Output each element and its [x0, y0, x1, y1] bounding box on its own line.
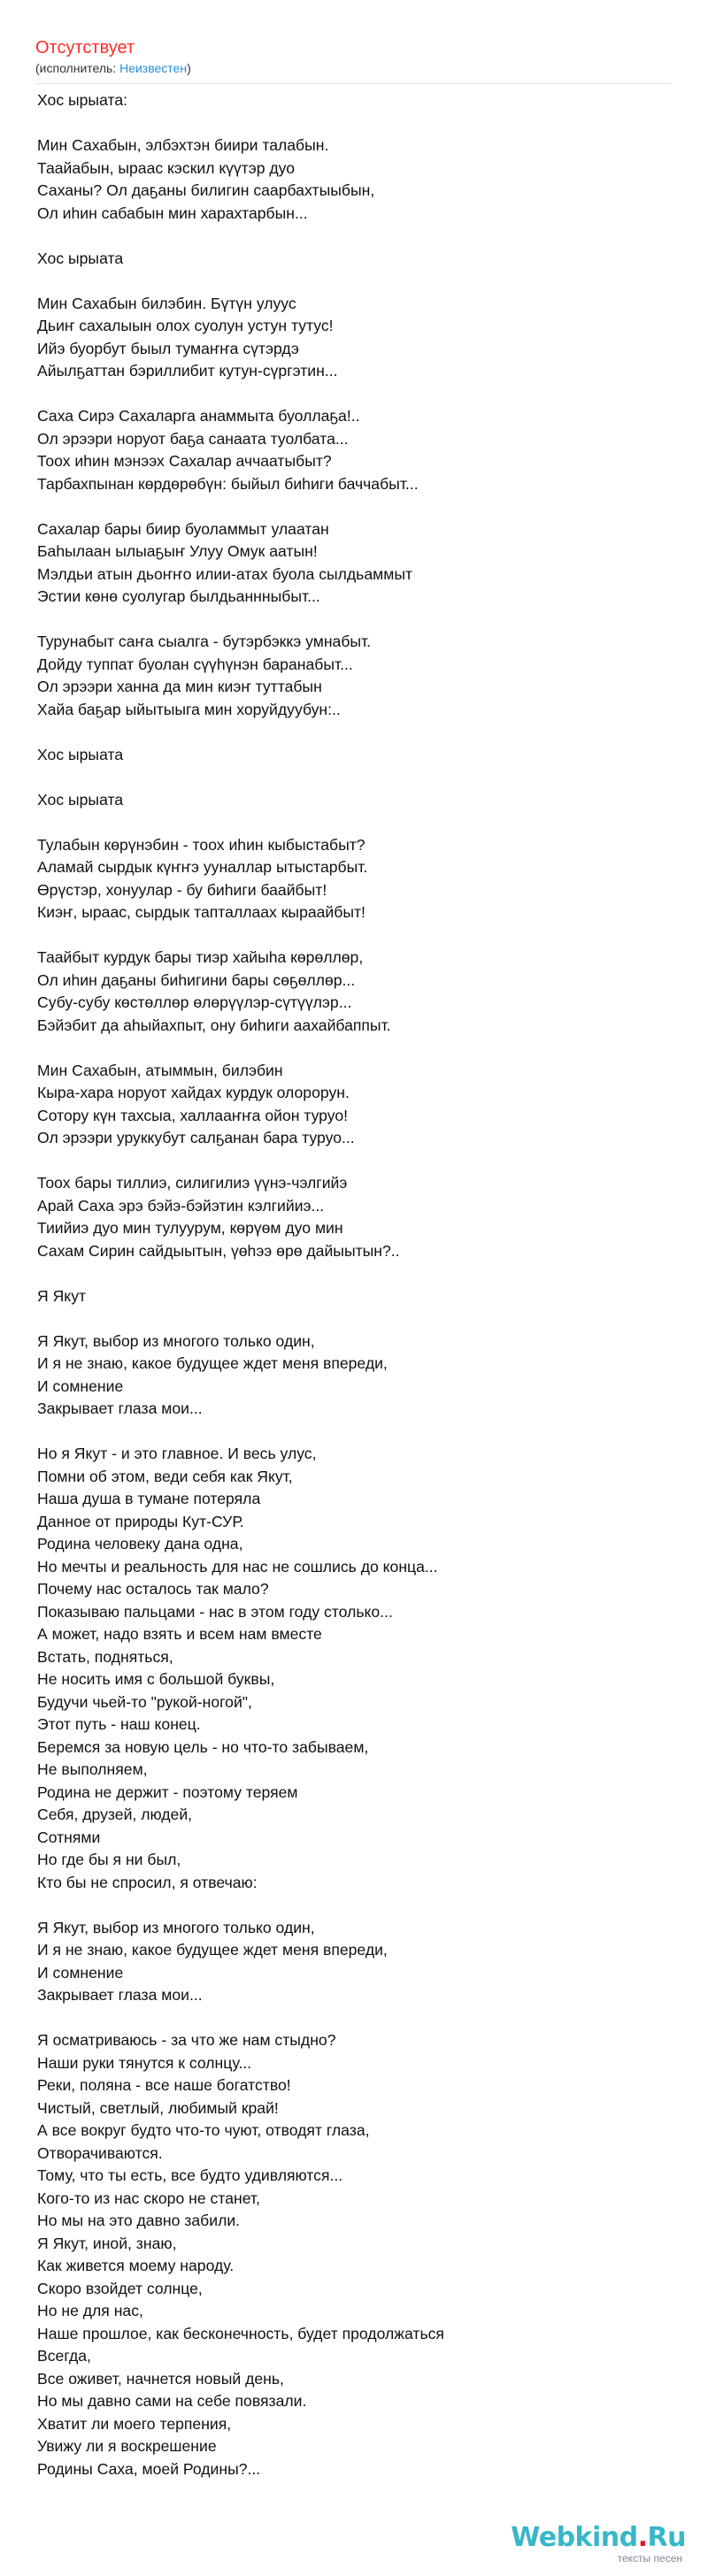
lyrics-line: Хос ырыата [37, 249, 124, 267]
lyrics-line: Ол иһин даҕаны биһигини бары сөҕөллөр... [37, 970, 356, 989]
lyrics-line: Тоох бары тиллиэ, силигилиэ үүнэ-чэлгийэ [37, 1174, 348, 1192]
lyrics-line: Помни об этом, веди себя как Якут, [37, 1467, 293, 1485]
lyrics-stanza [37, 834, 674, 924]
lyrics-line: Все оживет, начнется новый день, [37, 2369, 284, 2388]
lyrics-line: Тулабын көрүнэбин - тоох иһин кыбыстабыт? [37, 835, 366, 854]
site-logo[interactable] [500, 2523, 686, 2567]
lyrics-line: Арай Саха эрэ бэйэ-бэйэтин кэлгийиэ... [37, 1196, 325, 1215]
lyrics-stanza [37, 789, 674, 812]
lyrics-line: Ол иһин сабабын мин харахтарбын... [37, 203, 308, 222]
logo-kind-text: kind [574, 2522, 638, 2553]
lyrics-line: Хайа баҕар ыйытыыга мин хоруйдуубун:.. [37, 700, 341, 718]
lyrics-line: Но мы на это давно забили. [37, 2212, 241, 2229]
lyrics-line: Мин Сахабын, элбэхтэн биири талабын. [37, 136, 329, 154]
lyrics-line: Ол эрээри норуот баҕа санаата туолбата... [37, 429, 349, 448]
lyrics-line: Турунабыт саҥа сыалга - бутэрбэккэ умнабыт. [37, 632, 372, 650]
lyrics-line: Я Якут, иной, знаю, [37, 2234, 177, 2252]
lyrics-line: Не носить имя с большой буквы, [37, 1670, 275, 1688]
lyrics-stanza [37, 89, 674, 112]
lyrics-line: Субу-субу көстөллөр өлөрүүлэр-сүтүүлэр... [37, 993, 352, 1011]
logo-ru-text: Ru [647, 2522, 686, 2553]
lyrics-line: Родина человеку дана одна, [37, 1535, 243, 1552]
lyrics-stanza [37, 248, 674, 271]
lyrics-line: Хос ырыата [37, 745, 124, 763]
lyrics-line: Почему нас осталось так мало? [37, 1580, 269, 1598]
lyrics-line: Хватит ли моего терпения, [37, 2414, 232, 2433]
lyrics-line: Чистый, светлый, любимый край! [37, 2098, 279, 2117]
lyrics-line: Сотору күн тахсыа, халлааҥҥа ойон туруо! [37, 1106, 349, 1124]
artist-link[interactable]: Неизвестен [119, 61, 188, 75]
lyrics-stanza [37, 631, 674, 721]
lyrics-line: Родина не держит - поэтому теряем [37, 1782, 298, 1801]
lyrics-line: Сахам Сирин сайдыытын, үөһээ өрө дайыытын?.. [37, 1241, 400, 1260]
lyrics-line: Таайбыт курдук бары тиэр хайыһа көрөллөр, [37, 948, 364, 966]
lyrics-line: Таайабын, ыраас кэскил күүтэр дуо [37, 158, 296, 177]
lyrics-line: Кого-то из нас скоро не станет, [37, 2189, 260, 2207]
lyrics-line: А может, надо взять и всем нам вместе [37, 1625, 322, 1643]
lyrics-line: Наша душа в тумане потеряла [37, 1490, 261, 1507]
lyrics-line: Я осматриваюсь - за что же нам стыдно? [37, 2031, 336, 2049]
lyrics-line: Ол эрээри ханна да мин киэҥ туттабын [37, 678, 322, 695]
lyrics-line: Баһылаан ылыаҕыҥ Улуу Омук аатын! [37, 542, 318, 560]
lyrics-line: Тиийиэ дуо мин тулуурум, көрүөм дуо мин [37, 1219, 343, 1237]
lyrics-line: Сахалар бары биир буоламмыт улаатан [37, 519, 329, 538]
lyrics-line: Я Якут, выбор из многого только один, [37, 1918, 315, 1936]
lyrics-line: Саханы? Ол даҕаны билигин саарбахтыыбын, [37, 181, 375, 199]
lyrics-line: А все вокруг будто что-то чуют, отводят глаза, [37, 2121, 370, 2139]
performer-suffix: ) [187, 61, 191, 75]
lyrics-line: И сомнение [37, 1376, 124, 1395]
lyrics-line: И я не знаю, какое будущее ждет меня впереди, [37, 1941, 388, 1959]
lyrics-line: Закрывает глаза мои... [37, 1986, 203, 2004]
lyrics-line: Мэлдьи атын дьоҥҥо илии-атах буола сылдьаммыт [37, 564, 413, 583]
lyrics-line: Закрывает глаза мои... [37, 1399, 203, 1417]
lyrics-line: Хос ырыата [37, 790, 124, 809]
lyrics-line: Сотнями [37, 1828, 101, 1846]
lyrics-stanza [37, 1443, 674, 1894]
lyrics-line: Киэҥ, ыраас, сырдык тапталлаах кыраайбыт! [37, 903, 366, 921]
lyrics-line: Мин Сахабын билэбин. Бүтүн улуус [37, 294, 296, 312]
performer-prefix: (исполнитель: [35, 61, 120, 75]
lyrics-line: Родины Саха, моей Родины?... [37, 2459, 261, 2478]
lyrics-line: Аламай сырдык күҥҥэ ууналлар ытыстарбыт. [37, 858, 368, 876]
lyrics-stanza [37, 1917, 674, 2007]
lyrics-line: Мин Сахабын, атыммын, билэбин [37, 1061, 283, 1079]
lyrics-line: Реки, поляна - все наше богатство! [37, 2076, 291, 2094]
lyrics-line: Дойду туппат буолан сүүһүнэн баранабыт... [37, 655, 353, 673]
lyrics-body [37, 89, 674, 2503]
lyrics-line: Кыра-хара норуот хайдах курдук олорорун. [37, 1084, 350, 1101]
lyrics-stanza [37, 134, 674, 225]
lyrics-stanza [37, 2029, 674, 2480]
logo-web-text: Web [511, 2522, 575, 2553]
lyrics-line: Себя, друзей, людей, [37, 1806, 193, 1823]
lyrics-line: И сомнение [37, 1963, 124, 1982]
logo-dot-text: . [637, 2522, 648, 2553]
lyrics-line: Ийэ буорбут быыл тумаҥҥа сүтэрдэ [37, 339, 299, 357]
lyrics-line: Будучи чьей-то "рукой-ногой", [37, 1692, 252, 1711]
lyrics-line: Кто бы не спросил, я отвечаю: [37, 1873, 258, 1891]
lyrics-line: Но не для нас, [37, 2302, 143, 2319]
lyrics-stanza [37, 947, 674, 1037]
lyrics-line: Өрүстэр, хонуулар - бу биһиги баайбыт! [37, 880, 327, 899]
lyrics-line: Наше прошлое, как бесконечность, будет продолжаться [37, 2324, 444, 2342]
lyrics-line: Как живется моему народу. [37, 2257, 235, 2274]
lyrics-line: Этот путь - наш конец. [37, 1715, 201, 1733]
lyrics-line: Тоох иһин мэнээх Сахалар аччаатыбыт? [37, 452, 332, 470]
lyrics-line: Увижу ли я воскрешение [37, 2437, 217, 2455]
lyrics-line: Всегда, [37, 2347, 91, 2365]
lyrics-stanza [37, 518, 674, 609]
lyrics-line: Встать, подняться, [37, 1647, 173, 1666]
lyrics-stanza [37, 744, 674, 767]
lyrics-line: Саха Сирэ Сахаларга анаммыта буоллаҕа!.. [37, 407, 360, 425]
lyrics-line: Но мы давно сами на себе повязали. [37, 2392, 307, 2410]
logo-wordmark [500, 2523, 686, 2553]
lyrics-stanza [37, 1330, 674, 1421]
lyrics-stanza [37, 293, 674, 383]
lyrics-line: Беремся за новую цель - но что-то забываем, [37, 1737, 369, 1756]
logo-subtitle: тексты песен [617, 2552, 682, 2564]
lyrics-line: Дьиҥ сахалыын олох суолун устун тутус! [37, 317, 334, 334]
lyrics-line: Айылҕаттан бэриллибит кутун-сүргэтин... [37, 362, 338, 380]
lyrics-line: И я не знаю, какое будущее ждет меня впереди, [37, 1354, 388, 1372]
lyrics-stanza [37, 1172, 674, 1262]
lyrics-stanza [37, 405, 674, 495]
lyrics-line: Я Якут, выбор из многого только один, [37, 1331, 315, 1350]
lyrics-line: Я Якут [37, 1286, 87, 1305]
lyrics-line: Тому, что ты есть, все будто удивляются... [37, 2166, 343, 2184]
lyrics-line: Но мечты и реальность для нас не сошлись до конца... [37, 1557, 438, 1576]
lyrics-line: Показываю пальцами - нас в этом году столько... [37, 1602, 393, 1621]
lyrics-line: Не выполняем, [37, 1760, 148, 1778]
lyrics-line: Тарбахпынан көрдөрөбүн: быйыл биһиги баччабыт... [37, 474, 419, 493]
lyrics-line: Бэйэбит да аһыйахпыт, ону биһиги аахайбаппыт. [37, 1016, 391, 1034]
song-header [35, 37, 671, 84]
lyrics-line: Но я Якут - и это главное. И весь улус, [37, 1445, 317, 1462]
lyrics-line: Отворачиваются. [37, 2143, 163, 2162]
lyrics-line: Наши руки тянутся к солнцу... [37, 2053, 252, 2072]
song-title: Отсутствует [35, 38, 135, 58]
lyrics-line: Но где бы я ни был, [37, 1851, 181, 1868]
lyrics-line: Скоро взойдет солнце, [37, 2279, 203, 2297]
lyrics-line: Данное от природы Кут-СУР. [37, 1512, 244, 1530]
lyrics-line: Хос ырыата: [37, 91, 128, 109]
lyrics-stanza [37, 1285, 674, 1308]
performer-line [35, 60, 671, 76]
lyrics-line: Ол эрээри уруккубут салҕанан бара туруо... [37, 1129, 355, 1146]
lyrics-line: Эстии көнө суолугар былдьаннныбыт... [37, 587, 320, 605]
lyrics-stanza [37, 1060, 674, 1150]
